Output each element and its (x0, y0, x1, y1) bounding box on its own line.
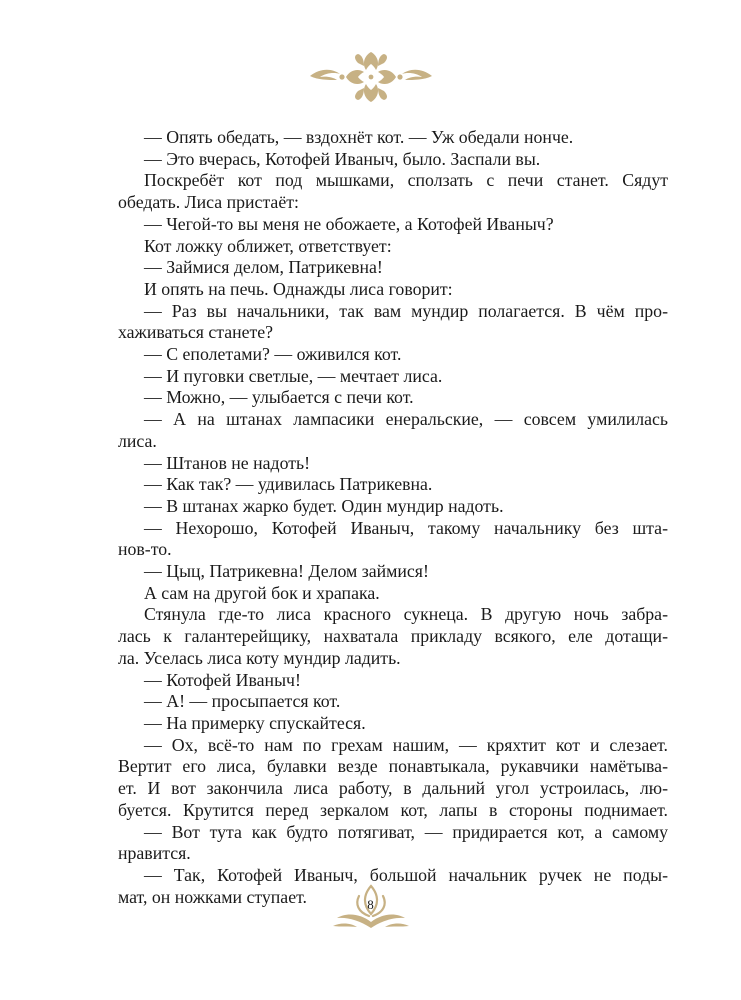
text-line: ла. Уселась лиса коту мундир ладить. (118, 647, 401, 668)
text-line: — Вот тута как будто потягиват, — придирается кот, а самому (144, 821, 668, 842)
text-line: лиса. (118, 430, 157, 451)
text-line: лась к галантерейщику, нахватала прикладу всякого, еле дотащи- (118, 626, 668, 647)
text-line: хаживаться станете? (118, 322, 274, 343)
text-line: Кот ложку оближет, ответствует: (144, 235, 392, 256)
text-line: А сам на другой бок и храпака. (144, 582, 380, 603)
text-line: — Займися делом, Патрикевна! (144, 257, 383, 278)
text-line: — Ох, всё-то нам по грехам нашим, — кряхтит кот и слезает. (144, 734, 668, 755)
floral-ornament-icon (306, 46, 436, 102)
text-line: Стянула где-то лиса красного сукнеца. В другую ночь забра- (144, 604, 668, 625)
story-text (118, 127, 668, 908)
text-line: — Нехорошо, Котофей Иваныч, такому начальнику без шта- (144, 517, 668, 538)
text-line: мат, он ножками ступает. (118, 886, 307, 907)
text-line: — Как так? — удивилась Патрикевна. (144, 474, 433, 495)
text-line: — В штанах жарко будет. Один мундир надоть. (144, 495, 504, 516)
text-line: — Чегой-то вы меня не обожаете, а Котофей Иваныч? (144, 213, 554, 234)
text-line: ет. И вот закончила лиса работу, в дальний угол устроилась, лю- (118, 778, 668, 799)
text-line: — Так, Котофей Иваныч, большой начальник ручек не поды- (144, 864, 668, 885)
text-line: — А на штанах лампасики енеральские, — совсем умилилась (144, 409, 668, 430)
text-line: Вертит его лиса, булавки везде понавтыкала, рукавчики намётыва- (118, 756, 668, 777)
text-line: — На примерку спускайтеся. (144, 712, 366, 733)
text-line: Поскребёт кот под мышками, сползать с печи станет. Сядут (144, 170, 668, 191)
text-line: обедать. Лиса пристаёт: (118, 192, 299, 213)
text-line: — Опять обедать, — вздохнёт кот. — Уж обедали нонче. (144, 127, 574, 147)
text-line: — С еполетами? — оживился кот. (144, 344, 402, 365)
text-line: — Можно, — улыбается с печи кот. (144, 387, 414, 408)
text-line: буется. Крутится перед зеркалом кот, лапы в стороны поднимает. (118, 799, 668, 820)
text-line: — Цыц, Патрикевна! Делом займися! (144, 561, 429, 582)
text-line: — Раз вы начальники, так вам мундир полагается. В чём про- (144, 300, 668, 321)
text-line: — И пуговки светлые, — мечтает лиса. (144, 365, 443, 386)
text-line: нов-то. (118, 539, 172, 560)
text-line: — Это вчерась, Котофей Иваныч, было. Заспали вы. (144, 148, 541, 169)
text-line: — Штанов не надоть! (144, 452, 311, 473)
text-line: нравится. (118, 843, 191, 864)
page-number: 8 (367, 897, 374, 912)
text-line: — А! — просыпается кот. (144, 691, 341, 712)
text-line: — Котофей Иваныч! (144, 669, 301, 690)
text-line: И опять на печь. Однажды лиса говорит: (144, 278, 453, 299)
